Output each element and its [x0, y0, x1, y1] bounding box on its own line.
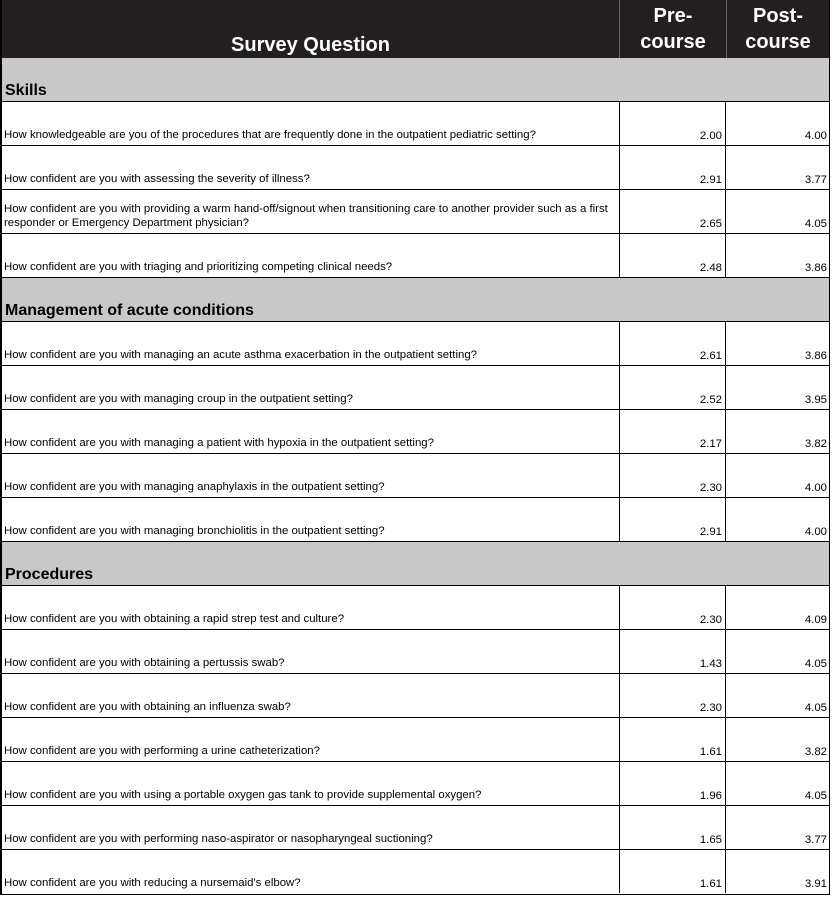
- pre-course-score: 2.00: [619, 102, 725, 145]
- question-text: How confident are you with performing naso-aspirator or nasopharyngeal suctioning?: [4, 833, 433, 845]
- post-course-score: 4.00: [725, 454, 829, 497]
- post-course-score: 4.05: [725, 190, 829, 233]
- table-body: [2, 58, 829, 893]
- section-title: Management of acute conditions: [5, 302, 254, 319]
- post-course-score: 4.05: [725, 630, 829, 673]
- question-text: How confident are you with triaging and prioritizing competing clinical needs?: [4, 261, 393, 273]
- question-cell: [2, 146, 619, 189]
- question-cell: [2, 762, 619, 805]
- section-title: Skills: [5, 82, 47, 99]
- question-text: How knowledgeable are you of the procedures that are frequently done in the outpatient pediatric setting?: [4, 129, 536, 141]
- question-text: How confident are you with obtaining a rapid strep test and culture?: [4, 613, 345, 625]
- pre-course-score: 2.91: [619, 498, 725, 541]
- question-cell: [2, 190, 619, 233]
- question-text: How confident are you with performing a urine catheterization?: [4, 745, 320, 757]
- pre-course-score: 2.65: [619, 190, 725, 233]
- section-title: Procedures: [5, 566, 94, 583]
- question-cell: [2, 102, 619, 145]
- question-text: How confident are you with managing an acute asthma exacerbation in the outpatient setting?: [4, 349, 478, 361]
- post-course-score: 3.82: [725, 410, 829, 453]
- pre-course-score: 1.61: [619, 850, 725, 893]
- table-row: [2, 234, 829, 278]
- table-row: [2, 718, 829, 762]
- table-row: [2, 806, 829, 850]
- question-text: How confident are you with managing bronchiolitis in the outpatient setting?: [4, 525, 385, 537]
- question-text: How confident are you with managing a patient with hypoxia in the outpatient setting?: [4, 437, 434, 449]
- question-text: How confident are you with reducing a nursemaid's elbow?: [4, 877, 301, 889]
- table-row: [2, 630, 829, 674]
- table-row: [2, 190, 829, 234]
- table-row: [2, 762, 829, 806]
- question-text: How confident are you with obtaining a pertussis swab?: [4, 657, 285, 669]
- pre-course-score: 2.91: [619, 146, 725, 189]
- table-row: [2, 586, 829, 630]
- pre-course-score: 1.96: [619, 762, 725, 805]
- question-text: How confident are you with assessing the severity of illness?: [4, 173, 310, 185]
- question-cell: [2, 498, 619, 541]
- table-row: [2, 850, 829, 893]
- section-header: [2, 542, 829, 586]
- post-course-score: 4.00: [725, 498, 829, 541]
- pre-course-score: 1.43: [619, 630, 725, 673]
- pre-course-score: 2.30: [619, 454, 725, 497]
- question-cell: [2, 850, 619, 893]
- post-course-score: 4.05: [725, 762, 829, 805]
- question-text: How confident are you with providing a warm hand-off/signout when transitioning care to another provider such as a first responder or Emergency Department physician?: [4, 203, 608, 229]
- question-text: How confident are you with using a portable oxygen gas tank to provide supplemental oxygen?: [4, 789, 482, 801]
- pre-course-score: 2.17: [619, 410, 725, 453]
- question-cell: [2, 674, 619, 717]
- post-course-score: 3.91: [725, 850, 829, 893]
- table-row: [2, 410, 829, 454]
- pre-course-score: 1.61: [619, 718, 725, 761]
- table-row: [2, 322, 829, 366]
- question-cell: [2, 718, 619, 761]
- pre-course-score: 1.65: [619, 806, 725, 849]
- table-row: [2, 146, 829, 190]
- table-row: [2, 102, 829, 146]
- post-course-header-line2: course: [745, 31, 811, 53]
- table-row: [2, 366, 829, 410]
- question-cell: [2, 586, 619, 629]
- pre-course-header: [619, 0, 726, 58]
- post-course-header: [726, 0, 829, 58]
- section-header: [2, 58, 829, 102]
- pre-course-score: 2.48: [619, 234, 725, 277]
- post-course-score: 3.82: [725, 718, 829, 761]
- post-course-score: 4.05: [725, 674, 829, 717]
- table-header: [2, 0, 829, 58]
- post-course-header-line1: Post-: [753, 5, 803, 27]
- table-row: [2, 454, 829, 498]
- post-course-score: 3.95: [725, 366, 829, 409]
- post-course-score: 3.77: [725, 146, 829, 189]
- pre-course-header-line2: course: [640, 31, 706, 53]
- question-cell: [2, 454, 619, 497]
- pre-course-score: 2.61: [619, 322, 725, 365]
- table-row: [2, 498, 829, 542]
- question-cell: [2, 410, 619, 453]
- pre-course-score: 2.30: [619, 586, 725, 629]
- question-cell: [2, 366, 619, 409]
- section-header: [2, 278, 829, 322]
- post-course-score: 4.09: [725, 586, 829, 629]
- question-text: How confident are you with managing anaphylaxis in the outpatient setting?: [4, 481, 385, 493]
- pre-course-score: 2.30: [619, 674, 725, 717]
- post-course-score: 4.00: [725, 102, 829, 145]
- pre-course-score: 2.52: [619, 366, 725, 409]
- question-cell: [2, 322, 619, 365]
- question-text: How confident are you with obtaining an influenza swab?: [4, 701, 291, 713]
- post-course-score: 3.77: [725, 806, 829, 849]
- survey-question-header: Survey Question: [231, 34, 390, 56]
- question-cell: [2, 806, 619, 849]
- pre-course-header-line1: Pre-: [653, 5, 693, 27]
- table-row: [2, 674, 829, 718]
- post-course-score: 3.86: [725, 234, 829, 277]
- question-text: How confident are you with managing croup in the outpatient setting?: [4, 393, 353, 405]
- post-course-score: 3.86: [725, 322, 829, 365]
- question-cell: [2, 234, 619, 277]
- question-cell: [2, 630, 619, 673]
